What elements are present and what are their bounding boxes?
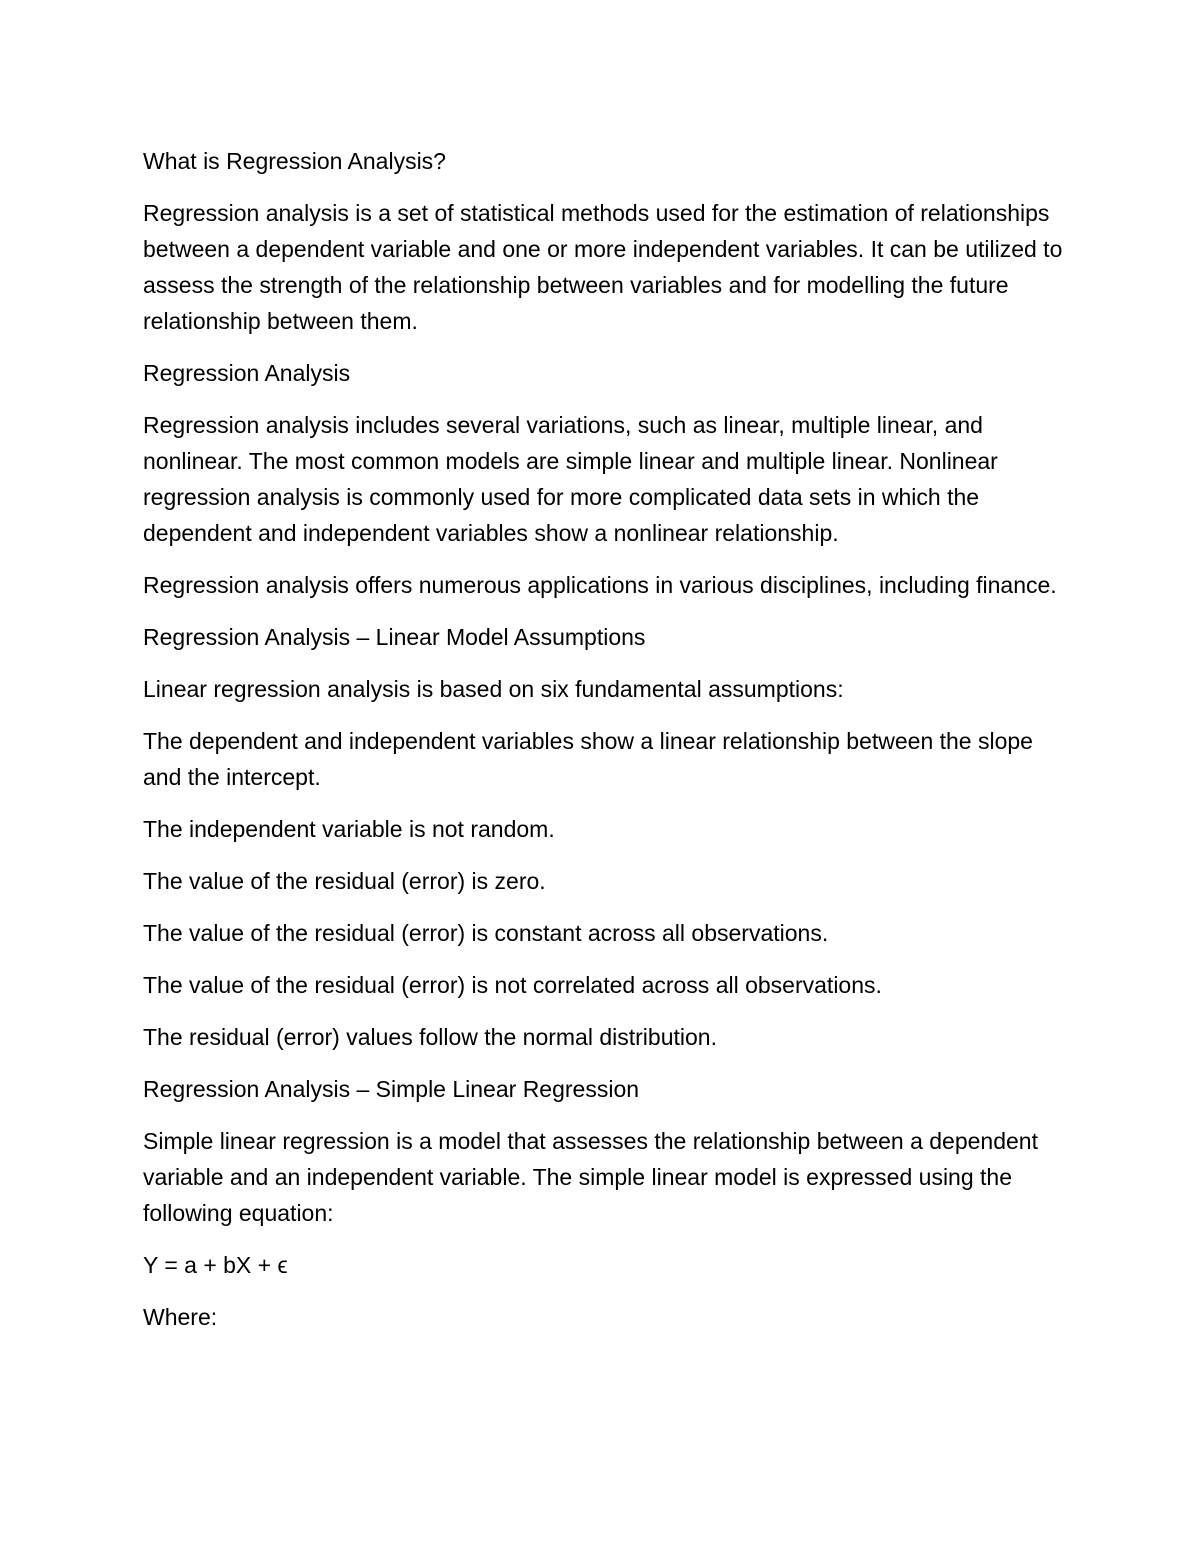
document-body — [143, 143, 1073, 1351]
equation: Y = a + bX + ϵ — [143, 1252, 288, 1278]
assumption-item: The value of the residual (error) is not correlated across all observations. — [143, 972, 882, 998]
heading-linear-model-assumptions: Regression Analysis – Linear Model Assumptions — [143, 624, 646, 650]
assumption-item: The independent variable is not random. — [143, 816, 555, 842]
assumption-item: The value of the residual (error) is zero. — [143, 868, 546, 894]
assumption-item: The dependent and independent variables show a linear relationship between the slope and the intercept. — [143, 728, 1033, 790]
paragraph-variations: Regression analysis includes several variations, such as linear, multiple linear, and nonlinear. The most common models are simple linear and multiple linear. Nonlinear regression analysis is commonly used for more complicated data sets in which the dependent and independent variables show a nonlinear relationship. — [143, 412, 998, 546]
heading-what-is-regression: What is Regression Analysis? — [143, 148, 446, 174]
paragraph-simple-linear-model: Simple linear regression is a model that assesses the relationship between a dependent variable and an independent variable. The simple linear model is expressed using the following equation: — [143, 1128, 1038, 1226]
paragraph-applications: Regression analysis offers numerous applications in various disciplines, including finance. — [143, 572, 1057, 598]
paragraph-where: Where: — [143, 1304, 218, 1330]
assumption-item: The value of the residual (error) is constant across all observations. — [143, 920, 829, 946]
paragraph-six-assumptions: Linear regression analysis is based on six fundamental assumptions: — [143, 676, 844, 702]
heading-regression-analysis: Regression Analysis — [143, 360, 351, 386]
assumption-item: The residual (error) values follow the normal distribution. — [143, 1024, 717, 1050]
heading-simple-linear-regression: Regression Analysis – Simple Linear Regression — [143, 1076, 640, 1102]
paragraph-definition: Regression analysis is a set of statistical methods used for the estimation of relationships between a dependent variable and one or more independent variables. It can be utilized to assess the strength of the relationship between variables and for modelling the future relationship between them. — [143, 200, 1063, 334]
